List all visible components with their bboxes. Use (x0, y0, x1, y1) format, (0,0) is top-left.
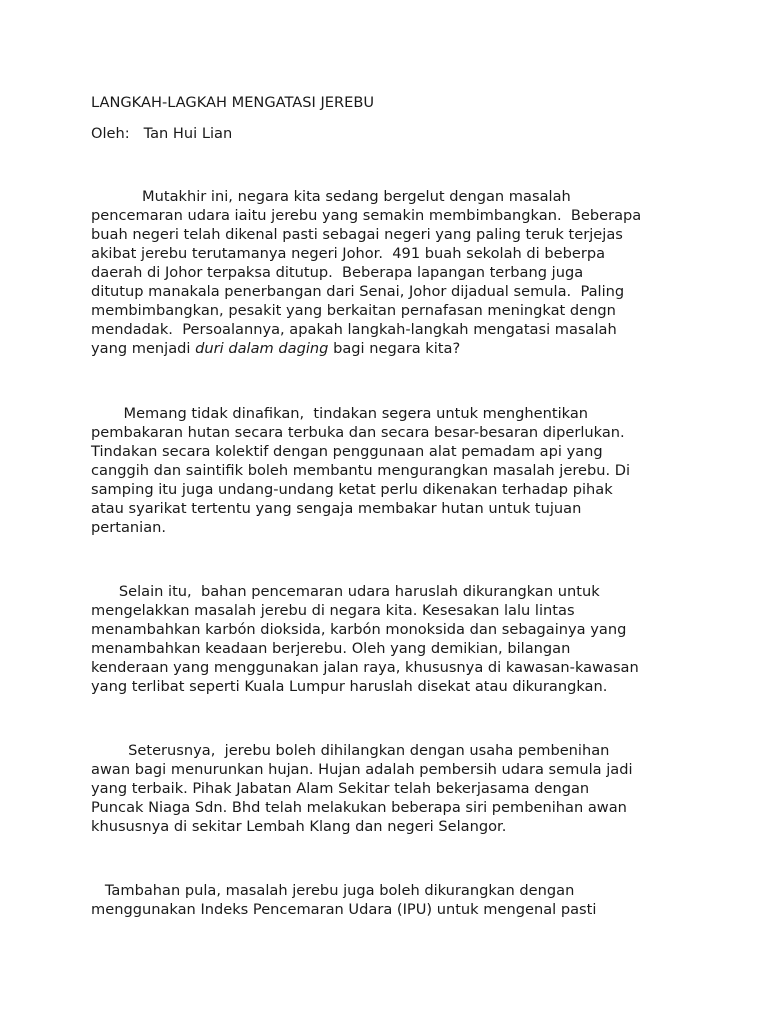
paragraph-line: mengelakkan masalah jerebu di negara kita. Kesesakan lalu lintas (91, 602, 575, 619)
paragraph-line: yang terlibat seperti Kuala Lumpur haruslah disekat atau dikurangkan. (91, 678, 608, 695)
author-line: Oleh: Tan Hui Lian (91, 125, 233, 142)
paragraph-line: awan bagi menurunkan hujan. Hujan adalah pembersih udara semula jadi (91, 761, 633, 778)
italic-phrase: duri dalam daging (195, 340, 329, 357)
paragraph-line: Tindakan secara kolektif dengan penggunaan alat pemadam api yang (91, 443, 603, 460)
paragraph-line: yang terbaik. Pihak Jabatan Alam Sekitar telah bekerjasama dengan (91, 780, 590, 797)
paragraph-1 (91, 187, 691, 358)
paragraph-line: Memang tidak dinafikan, tindakan segera untuk menghentikan (91, 405, 589, 422)
paragraph-line: mendadak. Persoalannya, apakah langkah-langkah mengatasi masalah (91, 321, 617, 338)
text-segment: yang menjadi (91, 340, 196, 357)
paragraph-line: pertanian. (91, 519, 167, 536)
paragraph-line: Tambahan pula, masalah jerebu juga boleh dikurangkan dengan (91, 882, 575, 899)
paragraph-line: Puncak Niaga Sdn. Bhd telah melakukan beberapa siri pembenihan awan (91, 799, 627, 816)
paragraph-line: menggunakan Indeks Pencemaran Udara (IPU) untuk mengenal pasti (91, 901, 597, 918)
paragraph-line: Seterusnya, jerebu boleh dihilangkan dengan usaha pembenihan (91, 742, 610, 759)
paragraph-line: ditutup manakala penerbangan dari Senai, Johor dijadual semula. Paling (91, 283, 625, 300)
paragraph-line: buah negeri telah dikenal pasti sebagai negeri yang paling teruk terjejas (91, 226, 623, 243)
paragraph-line: menambahkan keadaan berjerebu. Oleh yang demikian, bilangan (91, 640, 571, 657)
document-title: LANGKAH-LAGKAH MENGATASI JEREBU (91, 94, 375, 111)
paragraph-3 (91, 582, 691, 696)
paragraph-5 (91, 881, 691, 919)
paragraph-line: Mutakhir ini, negara kita sedang bergelut dengan masalah (91, 188, 571, 205)
paragraph-line: khususnya di sekitar Lembah Klang dan negeri Selangor. (91, 818, 507, 835)
paragraph-2 (91, 404, 691, 537)
paragraph-last-line (91, 339, 691, 358)
paragraph-line: kenderaan yang menggunakan jalan raya, khususnya di kawasan-kawasan (91, 659, 639, 676)
paragraph-4 (91, 741, 691, 836)
paragraph-line: Selain itu, bahan pencemaran udara haruslah dikurangkan untuk (91, 583, 600, 600)
paragraph-line: membimbangkan, pesakit yang berkaitan pernafasan meningkat dengn (91, 302, 616, 319)
paragraph-line: atau syarikat tertentu yang sengaja membakar hutan untuk tujuan (91, 500, 582, 517)
paragraph-line: pencemaran udara iaitu jerebu yang semakin membimbangkan. Beberapa (91, 207, 642, 224)
paragraph-line: menambahkan karbón dioksida, karbón monoksida dan sebagainya yang (91, 621, 627, 638)
paragraph-line: pembakaran hutan secara terbuka dan secara besar-besaran diperlukan. (91, 424, 625, 441)
paragraph-line: canggih dan saintifik boleh membantu mengurangkan masalah jerebu. Di (91, 462, 631, 479)
text-segment: bagi negara kita? (328, 340, 461, 357)
paragraph-line: daerah di Johor terpaksa ditutup. Beberapa lapangan terbang juga (91, 264, 584, 281)
paragraph-line: akibat jerebu terutamanya negeri Johor. 491 buah sekolah di beberpa (91, 245, 606, 262)
paragraph-line: samping itu juga undang-undang ketat perlu dikenakan terhadap pihak (91, 481, 613, 498)
